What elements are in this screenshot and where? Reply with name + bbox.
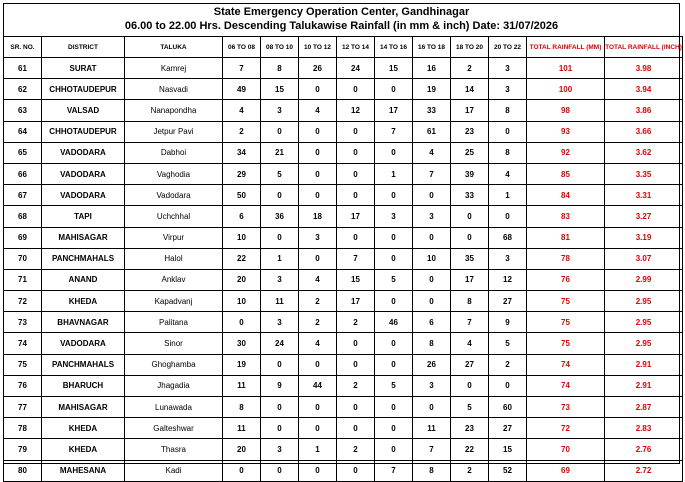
total-inch-cell: 3.27 <box>605 206 683 227</box>
table-row <box>4 354 683 375</box>
total-mm-cell: 74 <box>527 375 605 396</box>
total-mm-cell: 74 <box>527 354 605 375</box>
total-inch-cell: 2.72 <box>605 460 683 481</box>
rain-16-18-cell: 0 <box>413 269 451 290</box>
rain-08-10-cell: 21 <box>261 142 299 163</box>
rain-14-16-cell: 46 <box>375 312 413 333</box>
rain-16-18-cell: 3 <box>413 206 451 227</box>
table-row <box>4 291 683 312</box>
rain-08-10-cell: 1 <box>261 248 299 269</box>
district-cell: PANCHMAHALS <box>42 248 125 269</box>
rain-10-12-cell: 0 <box>299 418 337 439</box>
rain-10-12-cell: 26 <box>299 58 337 79</box>
table-row <box>4 163 683 184</box>
rain-20-22-cell: 2 <box>489 354 527 375</box>
rain-16-18-cell: 7 <box>413 439 451 460</box>
rain-18-20-cell: 17 <box>451 100 489 121</box>
sr-no-cell: 61 <box>4 58 42 79</box>
header-18-to-20: 18 TO 20 <box>451 37 489 58</box>
rain-16-18-cell: 6 <box>413 312 451 333</box>
rain-12-14-cell: 15 <box>337 269 375 290</box>
rain-18-20-cell: 22 <box>451 439 489 460</box>
total-mm-cell: 92 <box>527 142 605 163</box>
rain-14-16-cell: 3 <box>375 206 413 227</box>
total-mm-cell: 100 <box>527 79 605 100</box>
rain-16-18-cell: 8 <box>413 460 451 481</box>
rain-08-10-cell: 11 <box>261 291 299 312</box>
rain-12-14-cell: 2 <box>337 439 375 460</box>
district-cell: VADODARA <box>42 333 125 354</box>
rain-14-16-cell: 0 <box>375 354 413 375</box>
district-cell: VADODARA <box>42 185 125 206</box>
rain-08-10-cell: 0 <box>261 460 299 481</box>
rain-12-14-cell: 12 <box>337 100 375 121</box>
rain-06-08-cell: 0 <box>223 312 261 333</box>
rain-06-08-cell: 11 <box>223 375 261 396</box>
rain-18-20-cell: 2 <box>451 58 489 79</box>
sr-no-cell: 68 <box>4 206 42 227</box>
rain-10-12-cell: 2 <box>299 312 337 333</box>
rainfall-table <box>3 36 683 482</box>
rain-16-18-cell: 0 <box>413 291 451 312</box>
taluka-cell: Sinor <box>125 333 223 354</box>
rain-20-22-cell: 27 <box>489 418 527 439</box>
district-cell: MAHISAGAR <box>42 227 125 248</box>
total-inch-cell: 2.83 <box>605 418 683 439</box>
sr-no-cell: 76 <box>4 375 42 396</box>
rain-10-12-cell: 1 <box>299 439 337 460</box>
rain-06-08-cell: 6 <box>223 206 261 227</box>
rain-06-08-cell: 10 <box>223 291 261 312</box>
table-row <box>4 439 683 460</box>
table-row <box>4 121 683 142</box>
sr-no-cell: 70 <box>4 248 42 269</box>
sr-no-cell: 64 <box>4 121 42 142</box>
rain-06-08-cell: 20 <box>223 269 261 290</box>
header-sr-no: SR. NO. <box>4 37 42 58</box>
rain-16-18-cell: 3 <box>413 375 451 396</box>
header-16-to-18: 16 TO 18 <box>413 37 451 58</box>
rain-20-22-cell: 1 <box>489 185 527 206</box>
district-cell: VADODARA <box>42 163 125 184</box>
rain-10-12-cell: 0 <box>299 397 337 418</box>
rain-12-14-cell: 0 <box>337 397 375 418</box>
table-row <box>4 397 683 418</box>
rain-16-18-cell: 19 <box>413 79 451 100</box>
rain-20-22-cell: 8 <box>489 100 527 121</box>
taluka-cell: Dabhoi <box>125 142 223 163</box>
rain-20-22-cell: 0 <box>489 206 527 227</box>
rain-10-12-cell: 4 <box>299 269 337 290</box>
sr-no-cell: 69 <box>4 227 42 248</box>
rain-18-20-cell: 35 <box>451 248 489 269</box>
rain-18-20-cell: 14 <box>451 79 489 100</box>
rain-20-22-cell: 3 <box>489 248 527 269</box>
sr-no-cell: 67 <box>4 185 42 206</box>
total-inch-cell: 2.99 <box>605 269 683 290</box>
report-subtitle: 06.00 to 22.00 Hrs. Descending Talukawise Rainfall (in mm & inch) Date: 31/07/2026 <box>124 20 559 32</box>
rain-20-22-cell: 0 <box>489 121 527 142</box>
total-inch-cell: 3.19 <box>605 227 683 248</box>
total-mm-cell: 73 <box>527 397 605 418</box>
rain-18-20-cell: 17 <box>451 269 489 290</box>
table-row <box>4 312 683 333</box>
header-district: DISTRICT <box>42 37 125 58</box>
total-mm-cell: 76 <box>527 269 605 290</box>
rain-10-12-cell: 3 <box>299 227 337 248</box>
rain-20-22-cell: 60 <box>489 397 527 418</box>
rain-16-18-cell: 33 <box>413 100 451 121</box>
district-cell: TAPI <box>42 206 125 227</box>
rain-10-12-cell: 44 <box>299 375 337 396</box>
rain-14-16-cell: 0 <box>375 439 413 460</box>
rain-12-14-cell: 2 <box>337 312 375 333</box>
total-inch-cell: 3.98 <box>605 58 683 79</box>
taluka-cell: Halol <box>125 248 223 269</box>
rain-08-10-cell: 0 <box>261 397 299 418</box>
table-row <box>4 206 683 227</box>
rain-08-10-cell: 36 <box>261 206 299 227</box>
taluka-cell: Vadodara <box>125 185 223 206</box>
rain-14-16-cell: 0 <box>375 227 413 248</box>
district-cell: BHARUCH <box>42 375 125 396</box>
table-row <box>4 185 683 206</box>
rain-14-16-cell: 0 <box>375 418 413 439</box>
rain-06-08-cell: 20 <box>223 439 261 460</box>
rain-16-18-cell: 26 <box>413 354 451 375</box>
rain-06-08-cell: 29 <box>223 163 261 184</box>
rain-10-12-cell: 0 <box>299 121 337 142</box>
rain-14-16-cell: 17 <box>375 100 413 121</box>
total-mm-cell: 84 <box>527 185 605 206</box>
rain-06-08-cell: 11 <box>223 418 261 439</box>
taluka-cell: Kapadvanj <box>125 291 223 312</box>
total-inch-cell: 2.87 <box>605 397 683 418</box>
rain-12-14-cell: 0 <box>337 163 375 184</box>
district-cell: KHEDA <box>42 418 125 439</box>
rain-06-08-cell: 7 <box>223 58 261 79</box>
rain-14-16-cell: 7 <box>375 460 413 481</box>
rain-16-18-cell: 16 <box>413 58 451 79</box>
total-mm-cell: 70 <box>527 439 605 460</box>
rain-14-16-cell: 0 <box>375 333 413 354</box>
table-row <box>4 227 683 248</box>
rain-12-14-cell: 0 <box>337 418 375 439</box>
rain-18-20-cell: 33 <box>451 185 489 206</box>
rain-16-18-cell: 11 <box>413 418 451 439</box>
taluka-cell: Nanapondha <box>125 100 223 121</box>
rain-06-08-cell: 22 <box>223 248 261 269</box>
rain-18-20-cell: 27 <box>451 354 489 375</box>
rain-20-22-cell: 68 <box>489 227 527 248</box>
sr-no-cell: 79 <box>4 439 42 460</box>
rain-10-12-cell: 0 <box>299 460 337 481</box>
rain-20-22-cell: 12 <box>489 269 527 290</box>
table-row <box>4 269 683 290</box>
district-cell: BHAVNAGAR <box>42 312 125 333</box>
rain-10-12-cell: 0 <box>299 248 337 269</box>
total-mm-cell: 78 <box>527 248 605 269</box>
rain-18-20-cell: 39 <box>451 163 489 184</box>
header-08-to-10: 08 TO 10 <box>261 37 299 58</box>
rain-12-14-cell: 0 <box>337 142 375 163</box>
total-inch-cell: 3.66 <box>605 121 683 142</box>
rain-18-20-cell: 0 <box>451 227 489 248</box>
taluka-cell: Vaghodia <box>125 163 223 184</box>
rain-14-16-cell: 0 <box>375 185 413 206</box>
rain-20-22-cell: 9 <box>489 312 527 333</box>
header-taluka: TALUKA <box>125 37 223 58</box>
rain-18-20-cell: 0 <box>451 375 489 396</box>
rain-10-12-cell: 0 <box>299 185 337 206</box>
total-inch-cell: 2.95 <box>605 333 683 354</box>
total-mm-cell: 75 <box>527 291 605 312</box>
taluka-cell: Uchchhal <box>125 206 223 227</box>
total-inch-cell: 2.91 <box>605 375 683 396</box>
total-inch-cell: 3.62 <box>605 142 683 163</box>
rain-18-20-cell: 23 <box>451 121 489 142</box>
rain-06-08-cell: 19 <box>223 354 261 375</box>
rain-16-18-cell: 61 <box>413 121 451 142</box>
sr-no-cell: 78 <box>4 418 42 439</box>
district-cell: KHEDA <box>42 439 125 460</box>
district-cell: VADODARA <box>42 142 125 163</box>
rain-20-22-cell: 15 <box>489 439 527 460</box>
rain-18-20-cell: 0 <box>451 206 489 227</box>
rain-12-14-cell: 2 <box>337 375 375 396</box>
header-12-to-14: 12 TO 14 <box>337 37 375 58</box>
taluka-cell: Ghoghamba <box>125 354 223 375</box>
table-row <box>4 58 683 79</box>
district-cell: PANCHMAHALS <box>42 354 125 375</box>
rain-10-12-cell: 0 <box>299 163 337 184</box>
rain-06-08-cell: 49 <box>223 79 261 100</box>
rain-08-10-cell: 3 <box>261 100 299 121</box>
table-body <box>4 58 683 482</box>
rain-14-16-cell: 0 <box>375 397 413 418</box>
rain-18-20-cell: 23 <box>451 418 489 439</box>
rain-16-18-cell: 0 <box>413 397 451 418</box>
rain-18-20-cell: 25 <box>451 142 489 163</box>
rain-12-14-cell: 0 <box>337 227 375 248</box>
sr-no-cell: 75 <box>4 354 42 375</box>
sr-no-cell: 72 <box>4 291 42 312</box>
rain-10-12-cell: 0 <box>299 142 337 163</box>
rain-08-10-cell: 0 <box>261 121 299 142</box>
sr-no-cell: 63 <box>4 100 42 121</box>
sr-no-cell: 62 <box>4 79 42 100</box>
report-title: State Emergency Operation Center, Gandhinagar <box>213 6 470 18</box>
rain-10-12-cell: 2 <box>299 291 337 312</box>
rain-12-14-cell: 0 <box>337 333 375 354</box>
taluka-cell: Galteshwar <box>125 418 223 439</box>
rain-16-18-cell: 10 <box>413 248 451 269</box>
total-inch-cell: 3.07 <box>605 248 683 269</box>
rain-20-22-cell: 3 <box>489 58 527 79</box>
rain-12-14-cell: 7 <box>337 248 375 269</box>
district-cell: MAHESANA <box>42 460 125 481</box>
total-inch-cell: 3.94 <box>605 79 683 100</box>
rain-08-10-cell: 0 <box>261 354 299 375</box>
rain-20-22-cell: 5 <box>489 333 527 354</box>
rain-12-14-cell: 24 <box>337 58 375 79</box>
rain-06-08-cell: 10 <box>223 227 261 248</box>
rain-14-16-cell: 0 <box>375 248 413 269</box>
sr-no-cell: 65 <box>4 142 42 163</box>
rain-08-10-cell: 8 <box>261 58 299 79</box>
total-inch-cell: 3.31 <box>605 185 683 206</box>
rain-08-10-cell: 3 <box>261 439 299 460</box>
rain-06-08-cell: 4 <box>223 100 261 121</box>
district-cell: MAHISAGAR <box>42 397 125 418</box>
rain-14-16-cell: 1 <box>375 163 413 184</box>
district-cell: SURAT <box>42 58 125 79</box>
rain-14-16-cell: 15 <box>375 58 413 79</box>
district-cell: CHHOTAUDEPUR <box>42 79 125 100</box>
rain-08-10-cell: 24 <box>261 333 299 354</box>
rain-10-12-cell: 4 <box>299 333 337 354</box>
table-header-row <box>4 37 683 58</box>
rain-16-18-cell: 0 <box>413 227 451 248</box>
total-mm-cell: 81 <box>527 227 605 248</box>
header-total-inch: TOTAL RAINFALL (INCH) <box>605 37 683 58</box>
district-cell: ANAND <box>42 269 125 290</box>
rain-20-22-cell: 27 <box>489 291 527 312</box>
taluka-cell: Jetpur Pavi <box>125 121 223 142</box>
sr-no-cell: 77 <box>4 397 42 418</box>
total-mm-cell: 69 <box>527 460 605 481</box>
table-row <box>4 79 683 100</box>
table-row <box>4 333 683 354</box>
district-cell: VALSAD <box>42 100 125 121</box>
rain-16-18-cell: 0 <box>413 185 451 206</box>
rain-16-18-cell: 4 <box>413 142 451 163</box>
rain-12-14-cell: 17 <box>337 206 375 227</box>
table-row <box>4 100 683 121</box>
table-row <box>4 142 683 163</box>
rain-06-08-cell: 0 <box>223 460 261 481</box>
header-total-mm: TOTAL RAINFALL (MM) <box>527 37 605 58</box>
total-mm-cell: 75 <box>527 312 605 333</box>
rain-08-10-cell: 5 <box>261 163 299 184</box>
total-inch-cell: 2.76 <box>605 439 683 460</box>
taluka-cell: Virpur <box>125 227 223 248</box>
rain-12-14-cell: 0 <box>337 121 375 142</box>
rain-20-22-cell: 3 <box>489 79 527 100</box>
taluka-cell: Kadi <box>125 460 223 481</box>
rain-08-10-cell: 9 <box>261 375 299 396</box>
rain-18-20-cell: 7 <box>451 312 489 333</box>
total-inch-cell: 3.35 <box>605 163 683 184</box>
rain-10-12-cell: 0 <box>299 79 337 100</box>
total-mm-cell: 98 <box>527 100 605 121</box>
rain-10-12-cell: 4 <box>299 100 337 121</box>
taluka-cell: Kamrej <box>125 58 223 79</box>
total-mm-cell: 75 <box>527 333 605 354</box>
rain-14-16-cell: 0 <box>375 79 413 100</box>
rain-14-16-cell: 5 <box>375 269 413 290</box>
table-row <box>4 418 683 439</box>
rain-12-14-cell: 0 <box>337 354 375 375</box>
sr-no-cell: 80 <box>4 460 42 481</box>
total-mm-cell: 83 <box>527 206 605 227</box>
rain-08-10-cell: 0 <box>261 418 299 439</box>
rain-06-08-cell: 34 <box>223 142 261 163</box>
rain-12-14-cell: 0 <box>337 79 375 100</box>
rain-06-08-cell: 8 <box>223 397 261 418</box>
total-mm-cell: 93 <box>527 121 605 142</box>
total-mm-cell: 101 <box>527 58 605 79</box>
total-inch-cell: 2.95 <box>605 312 683 333</box>
taluka-cell: Thasra <box>125 439 223 460</box>
taluka-cell: Nasvadi <box>125 79 223 100</box>
rain-14-16-cell: 0 <box>375 291 413 312</box>
sr-no-cell: 73 <box>4 312 42 333</box>
rain-08-10-cell: 15 <box>261 79 299 100</box>
rain-16-18-cell: 7 <box>413 163 451 184</box>
rain-10-12-cell: 0 <box>299 354 337 375</box>
rain-18-20-cell: 2 <box>451 460 489 481</box>
rain-06-08-cell: 2 <box>223 121 261 142</box>
rain-14-16-cell: 0 <box>375 142 413 163</box>
header-10-to-12: 10 TO 12 <box>299 37 337 58</box>
sr-no-cell: 71 <box>4 269 42 290</box>
rain-08-10-cell: 0 <box>261 227 299 248</box>
rain-12-14-cell: 0 <box>337 185 375 206</box>
rain-12-14-cell: 17 <box>337 291 375 312</box>
taluka-cell: Palitana <box>125 312 223 333</box>
header-06-to-08: 06 TO 08 <box>223 37 261 58</box>
sr-no-cell: 74 <box>4 333 42 354</box>
rain-12-14-cell: 0 <box>337 460 375 481</box>
rain-20-22-cell: 52 <box>489 460 527 481</box>
table-row <box>4 375 683 396</box>
rain-20-22-cell: 4 <box>489 163 527 184</box>
rain-10-12-cell: 18 <box>299 206 337 227</box>
taluka-cell: Anklav <box>125 269 223 290</box>
header-20-to-22: 20 TO 22 <box>489 37 527 58</box>
district-cell: KHEDA <box>42 291 125 312</box>
rain-20-22-cell: 0 <box>489 375 527 396</box>
header-14-to-16: 14 TO 16 <box>375 37 413 58</box>
rain-18-20-cell: 8 <box>451 291 489 312</box>
total-inch-cell: 3.86 <box>605 100 683 121</box>
total-inch-cell: 2.95 <box>605 291 683 312</box>
rain-16-18-cell: 8 <box>413 333 451 354</box>
rain-14-16-cell: 5 <box>375 375 413 396</box>
rain-06-08-cell: 50 <box>223 185 261 206</box>
taluka-cell: Lunawada <box>125 397 223 418</box>
total-mm-cell: 85 <box>527 163 605 184</box>
sr-no-cell: 66 <box>4 163 42 184</box>
rain-20-22-cell: 8 <box>489 142 527 163</box>
total-mm-cell: 72 <box>527 418 605 439</box>
rain-06-08-cell: 30 <box>223 333 261 354</box>
rain-18-20-cell: 5 <box>451 397 489 418</box>
rain-08-10-cell: 3 <box>261 269 299 290</box>
district-cell: CHHOTAUDEPUR <box>42 121 125 142</box>
rain-08-10-cell: 0 <box>261 185 299 206</box>
rain-14-16-cell: 7 <box>375 121 413 142</box>
table-row <box>4 248 683 269</box>
taluka-cell: Jhagadia <box>125 375 223 396</box>
rain-08-10-cell: 3 <box>261 312 299 333</box>
total-inch-cell: 2.91 <box>605 354 683 375</box>
rain-18-20-cell: 4 <box>451 333 489 354</box>
